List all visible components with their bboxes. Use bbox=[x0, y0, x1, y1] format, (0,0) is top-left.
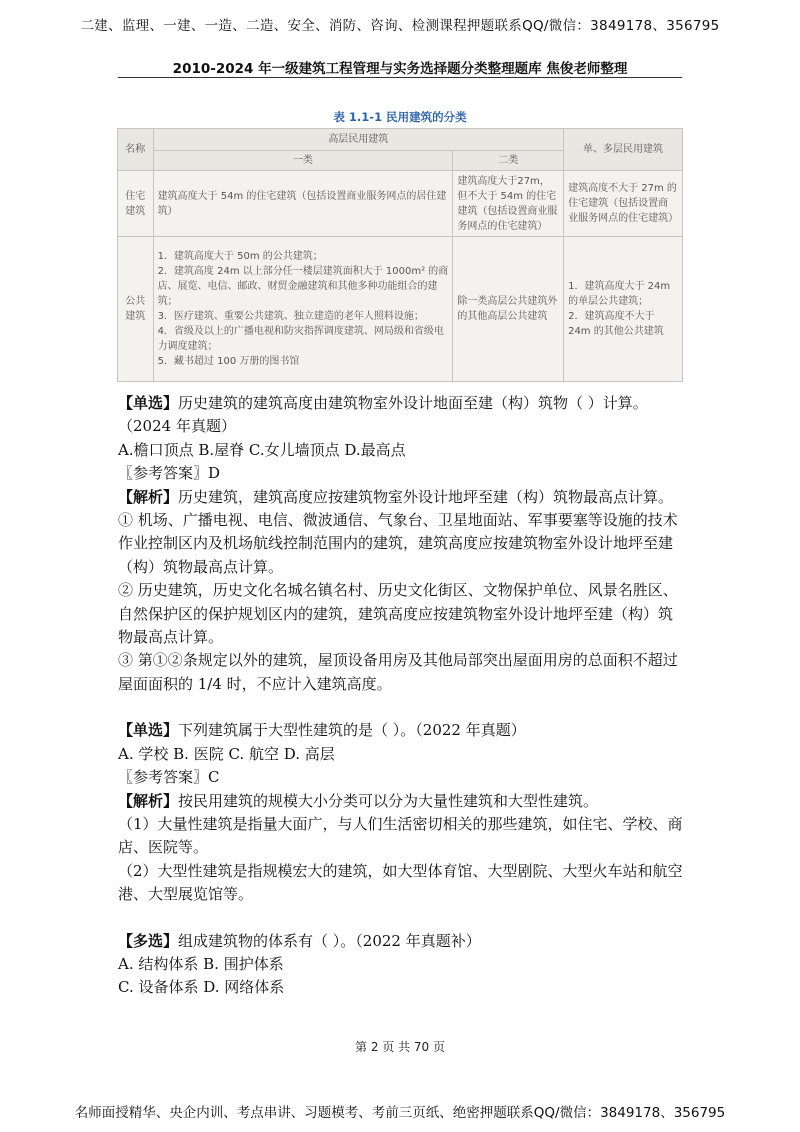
cell-class-2: 除一类高层公共建筑外的其他高层公共建筑 bbox=[453, 237, 564, 382]
question-stem bbox=[118, 930, 684, 953]
stem-text: 下列建筑属于大型性建筑的是（ ）。（2022 年真题） bbox=[178, 721, 526, 740]
reference-answer: 〖参考答案〗D bbox=[118, 464, 221, 483]
question-stem bbox=[118, 392, 684, 439]
question-options: A.檐口顶点 B.屋脊 C.女儿墙顶点 D.最高点 bbox=[118, 440, 406, 459]
analysis bbox=[118, 486, 684, 509]
building-classification-table bbox=[117, 128, 683, 382]
bottom-contact-banner: 名师面授精华、央企内训、考点串讲、习题模考、考前三页纸、绝密押题联系QQ/微信：3849178、356795 bbox=[74, 1105, 726, 1121]
question-options: A. 结构体系 B. 围护体系 bbox=[118, 954, 284, 973]
list-item: 1．建筑高度大于 50m 的公共建筑； bbox=[157, 251, 323, 262]
cell-class-1 bbox=[153, 237, 453, 382]
list-item: 2．建筑高度不大于 24m 的其他公共建筑 bbox=[568, 311, 664, 337]
analysis-point: ② 历史建筑，历史文化名城名镇名村、历史文化街区、文物保护单位、风景名胜区、自然保护区的保护规划区内的建筑，建筑高度应按建筑物室外设计地坪至建（构）筑物最高点计算。 bbox=[118, 581, 678, 647]
stem-text: 历史建筑的建筑高度由建筑物室外设计地面至建（构）筑物（ ）计算。（2024 年真题） bbox=[118, 394, 648, 436]
cell-class-1: 建筑高度大于 54m 的住宅建筑（包括设置商业服务网点的居住建筑） bbox=[153, 171, 453, 237]
list-item: 5．藏书超过 100 万册的图书馆 bbox=[157, 356, 300, 367]
classification-table-image bbox=[117, 128, 683, 382]
cell-class-2: 建筑高度大于27m，但不大于 54m 的住宅建筑（包括设置商业服务网点的住宅建筑） bbox=[453, 171, 564, 237]
header-class-1: 一类 bbox=[153, 151, 453, 171]
cell-low-rise bbox=[564, 237, 683, 382]
header-high-rise: 高层民用建筑 bbox=[153, 129, 564, 151]
question-type: 【单选】 bbox=[118, 721, 179, 740]
question-options: C. 设备体系 D. 网络体系 bbox=[118, 978, 285, 997]
analysis bbox=[118, 790, 684, 813]
analysis-text: 按民用建筑的规模大小分类可以分为大量性建筑和大型性建筑。 bbox=[178, 791, 599, 810]
question-stem bbox=[118, 719, 684, 742]
table-row bbox=[118, 237, 683, 382]
analysis-point: ③ 第①②条规定以外的建筑，屋顶设备用房及其他局部突出屋面用房的总面积不超过屋面面积的 1/4 时，不应计入建筑高度。 bbox=[118, 651, 678, 693]
header-name: 名称 bbox=[118, 129, 154, 171]
analysis-point: （2）大型性建筑是指规模宏大的建筑，如大型体育馆、大型剧院、大型火车站和航空港、大型展览馆等。 bbox=[118, 861, 683, 904]
analysis-point: ① 机场、广播电视、电信、微波通信、气象台、卫星地面站、军事要塞等设施的技术作业控制区内及机场航线控制范围内的建筑，建筑高度应按建筑物室外设计地坪至建（构）筑物最高点计算。 bbox=[118, 511, 678, 576]
title-divider bbox=[118, 77, 682, 78]
analysis-tag: 【解析】 bbox=[118, 791, 179, 810]
header-low-rise: 单、多层民用建筑 bbox=[564, 129, 683, 171]
question-type: 【单选】 bbox=[118, 394, 179, 412]
header-class-2: 二类 bbox=[453, 151, 564, 171]
page-number: 第 2 页 共 70 页 bbox=[355, 1040, 445, 1054]
row-name: 公共建筑 bbox=[118, 237, 154, 382]
top-contact-banner: 二建、监理、一建、一造、二造、安全、消防、咨询、检测课程押题联系QQ/微信：3849178、356795 bbox=[80, 18, 720, 34]
cell-low-rise: 建筑高度不大于 27m 的住宅建筑（包括设置商业服务网点的住宅建筑） bbox=[564, 171, 683, 237]
row-name: 住宅建筑 bbox=[118, 171, 154, 237]
table-row bbox=[118, 171, 683, 237]
list-item: 2．建筑高度 24m 以上部分任一楼层建筑面积大于 1000m² 的商店、展览、电信、邮政、财贸金融建筑和其他多种功能组合的建筑； bbox=[157, 266, 449, 307]
list-item: 3．医疗建筑、重要公共建筑、独立建造的老年人照料设施； bbox=[157, 311, 424, 322]
list-item: 4．省级及以上的广播电视和防灾指挥调度建筑、网局级和省级电力调度建筑； bbox=[157, 326, 444, 352]
list-item: 1．建筑高度大于 24m 的单层公共建筑； bbox=[568, 281, 671, 307]
analysis-text: 历史建筑，建筑高度应按建筑物室外设计地坪至建（构）筑物最高点计算。 bbox=[178, 487, 674, 506]
question-type: 【多选】 bbox=[118, 931, 179, 950]
analysis-tag: 【解析】 bbox=[118, 487, 179, 506]
question-content bbox=[118, 392, 684, 1000]
document-title: 2010-2024 年一级建筑工程管理与实务选择题分类整理题库 焦俊老师整理 bbox=[172, 61, 628, 77]
table-caption: 表 1.1-1 民用建筑的分类 bbox=[333, 110, 467, 124]
stem-text: 组成建筑物的体系有（ ）。（2022 年真题补） bbox=[178, 931, 481, 950]
reference-answer: 〖参考答案〗C bbox=[118, 768, 220, 787]
analysis-point: （1）大量性建筑是指量大面广，与人们生活密切相关的那些建筑，如住宅、学校、商店、医院等。 bbox=[118, 814, 683, 857]
question-options: A. 学校 B. 医院 C. 航空 D. 高层 bbox=[118, 744, 335, 763]
